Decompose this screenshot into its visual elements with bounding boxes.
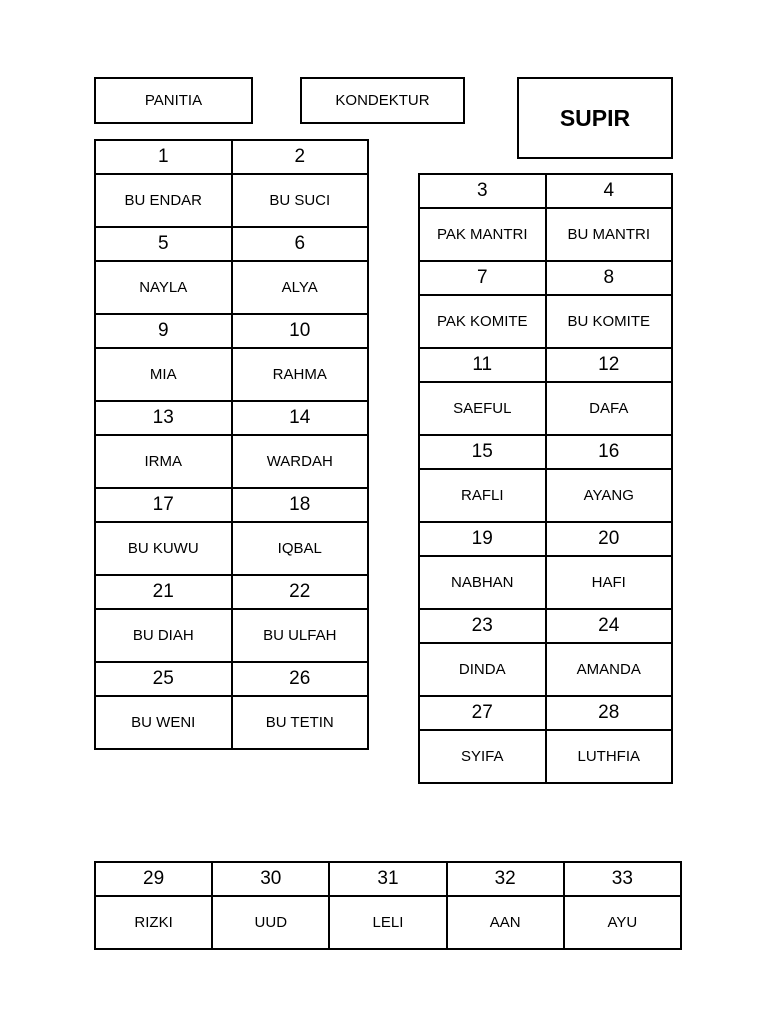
seat-number: 22 [232,575,369,609]
kondektur-label: KONDEKTUR [300,77,465,124]
seat-number-row [95,488,368,522]
seat-name: HAFI [546,556,673,609]
seat-name: BU KUWU [95,522,232,575]
seat-number: 29 [95,862,212,896]
right-seat-block [418,173,673,784]
seat-number: 27 [419,696,546,730]
seat-name-row [95,174,368,227]
seat-number-row [95,401,368,435]
seat-number: 20 [546,522,673,556]
panitia-label: PANITIA [94,77,253,124]
seat-number-row [419,522,672,556]
seat-number: 24 [546,609,673,643]
seat-name: ALYA [232,261,369,314]
seat-number: 2 [232,140,369,174]
seat-name: SAEFUL [419,382,546,435]
seat-name: DINDA [419,643,546,696]
seat-number: 25 [95,662,232,696]
seat-number-row [95,314,368,348]
seat-name-row [95,435,368,488]
seat-name-row [419,469,672,522]
seat-number-row [95,140,368,174]
seat-number-row [419,174,672,208]
left-seat-block [94,139,369,750]
seat-number-row [419,348,672,382]
back-row-block [94,861,682,950]
seat-number-row [95,662,368,696]
seat-name: RIZKI [95,896,212,949]
seat-number: 31 [329,862,446,896]
seat-number-row [95,862,681,896]
seat-name-row [419,643,672,696]
seat-name: UUD [212,896,329,949]
seat-name: RAHMA [232,348,369,401]
seat-name: NABHAN [419,556,546,609]
seat-name: PAK KOMITE [419,295,546,348]
seat-number: 32 [447,862,564,896]
seat-name-row [419,382,672,435]
seat-name: IQBAL [232,522,369,575]
seat-number-row [419,609,672,643]
seat-name: LUTHFIA [546,730,673,783]
seat-name-row [95,609,368,662]
seat-number: 1 [95,140,232,174]
seat-name: DAFA [546,382,673,435]
seat-number: 26 [232,662,369,696]
seat-number: 5 [95,227,232,261]
seat-name: NAYLA [95,261,232,314]
seat-name: SYIFA [419,730,546,783]
seat-name: MIA [95,348,232,401]
seat-number-row [419,261,672,295]
seat-name-row [95,348,368,401]
seat-name: BU TETIN [232,696,369,749]
seat-number: 21 [95,575,232,609]
seat-name: AYU [564,896,681,949]
seat-name: RAFLI [419,469,546,522]
seat-name-row [419,730,672,783]
seat-name-row [95,896,681,949]
seat-number: 11 [419,348,546,382]
seat-name-row [95,522,368,575]
seat-name: LELI [329,896,446,949]
seat-name: BU KOMITE [546,295,673,348]
seat-number: 18 [232,488,369,522]
seat-name: WARDAH [232,435,369,488]
seat-name-row [419,295,672,348]
seat-name-row [95,261,368,314]
seat-number: 3 [419,174,546,208]
seat-name: PAK MANTRI [419,208,546,261]
seat-name: AYANG [546,469,673,522]
seat-name-row [419,556,672,609]
seat-number: 23 [419,609,546,643]
seat-number: 9 [95,314,232,348]
seat-name: BU SUCI [232,174,369,227]
seat-number: 33 [564,862,681,896]
seat-number-row [419,435,672,469]
seat-name: BU ENDAR [95,174,232,227]
seat-number: 19 [419,522,546,556]
seat-number: 28 [546,696,673,730]
seat-name: BU WENI [95,696,232,749]
seat-name: IRMA [95,435,232,488]
seat-number: 12 [546,348,673,382]
seat-number: 30 [212,862,329,896]
seat-name: BU ULFAH [232,609,369,662]
seat-number: 8 [546,261,673,295]
seat-number: 10 [232,314,369,348]
seat-number: 14 [232,401,369,435]
seat-name-row [95,696,368,749]
seat-name-row [419,208,672,261]
seat-name: AAN [447,896,564,949]
seat-number-row [95,575,368,609]
seat-number: 4 [546,174,673,208]
seat-number: 7 [419,261,546,295]
seat-number: 6 [232,227,369,261]
seat-number: 13 [95,401,232,435]
supir-label: SUPIR [517,77,673,159]
seat-number-row [95,227,368,261]
seat-number: 16 [546,435,673,469]
seat-number: 17 [95,488,232,522]
seat-name: BU DIAH [95,609,232,662]
seat-name: BU MANTRI [546,208,673,261]
seat-number-row [419,696,672,730]
seat-name: AMANDA [546,643,673,696]
seat-number: 15 [419,435,546,469]
